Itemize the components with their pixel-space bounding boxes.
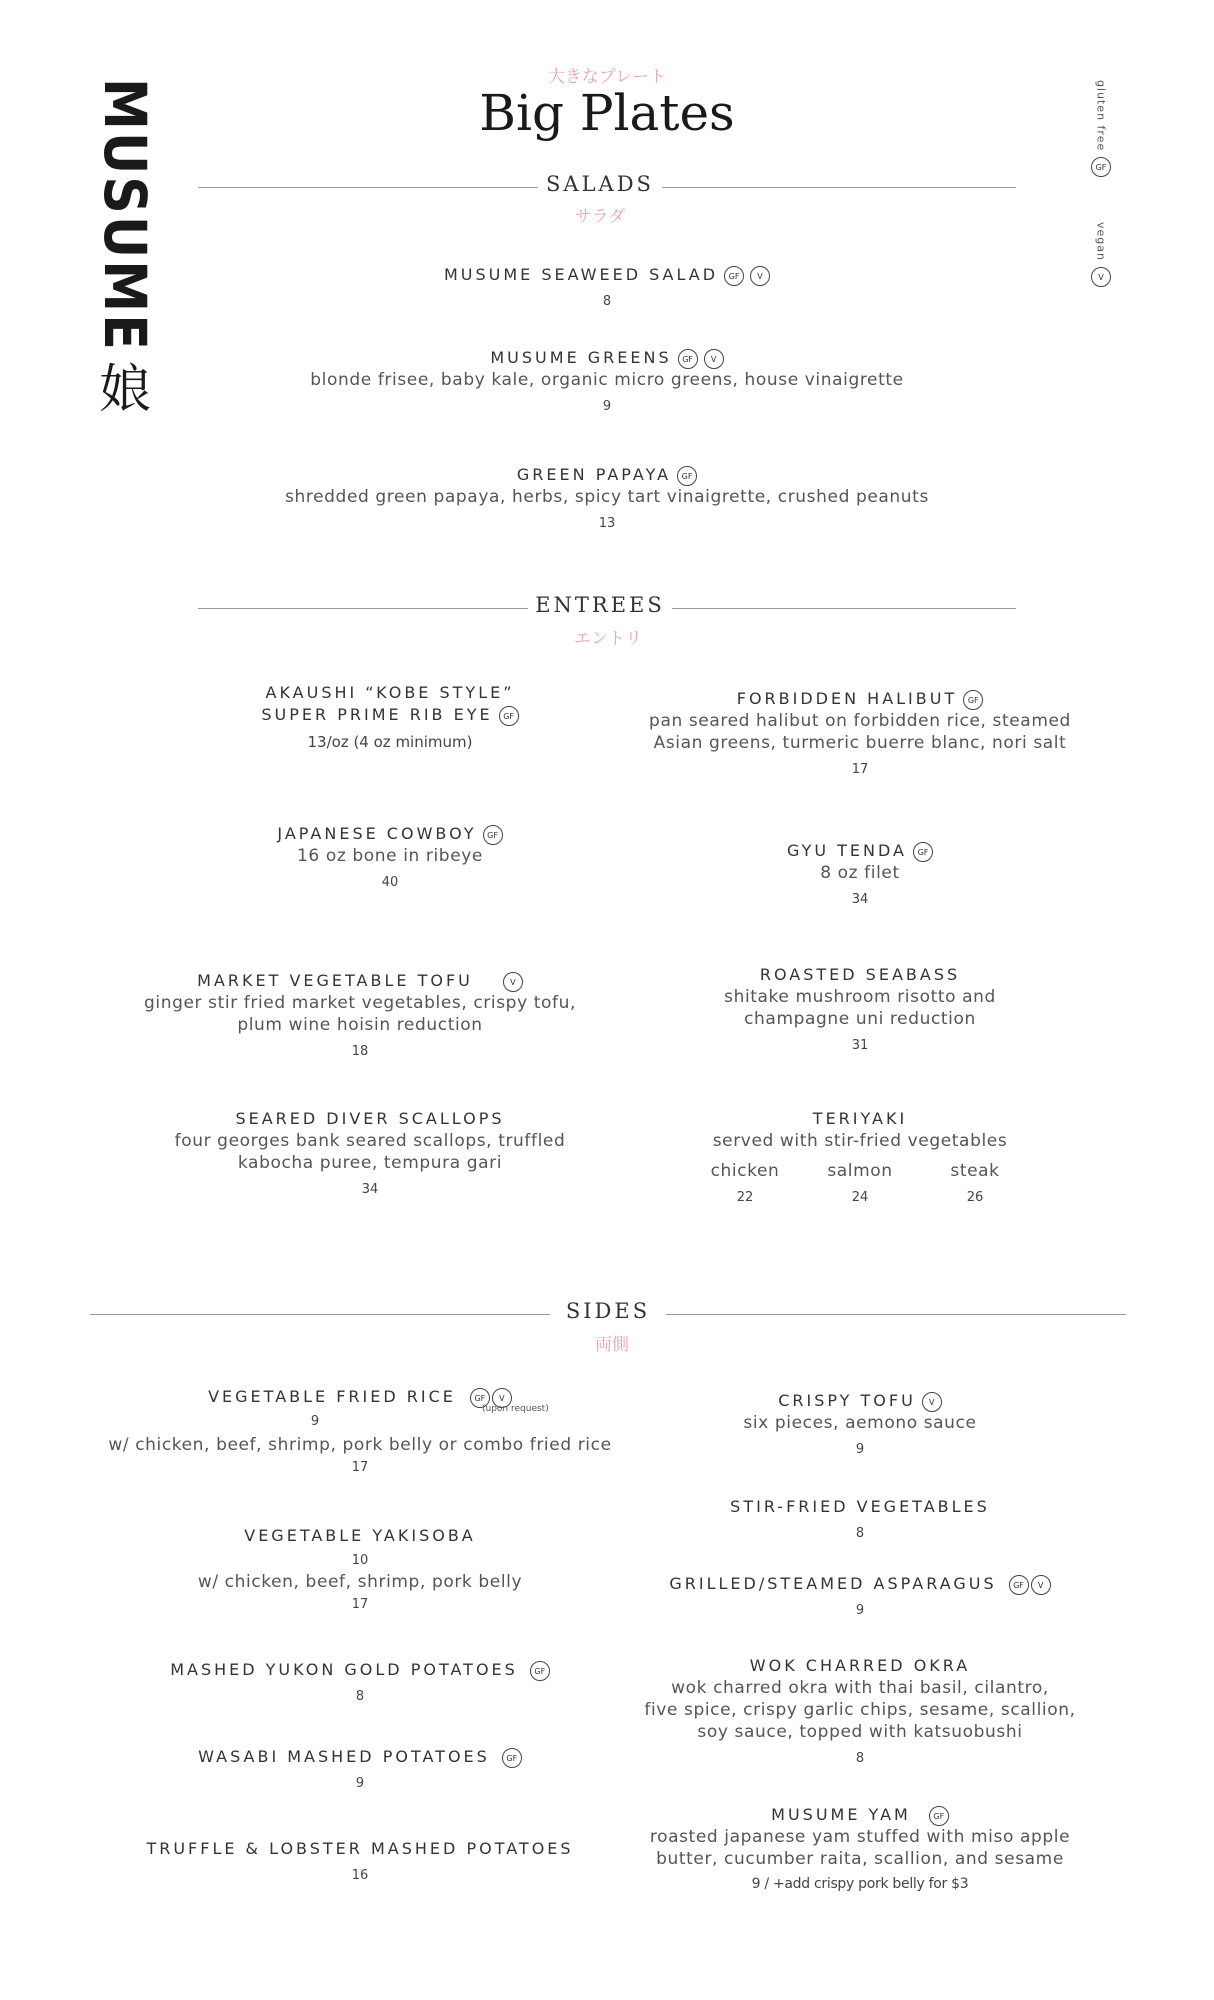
gf-badge-icon: GF [483, 825, 503, 845]
menu-item-scallops [140, 1108, 600, 1198]
item-description: four georges bank seared scallops, truffled [174, 1131, 566, 1151]
item-name: WASABI MASHED POTATOES [198, 1747, 490, 1766]
item-price: 9 [310, 1414, 320, 1429]
legend-label: gluten free [1094, 80, 1108, 152]
gf-badge-icon: GF [677, 466, 697, 486]
menu-item [200, 464, 1014, 532]
item-description: roasted japanese yam stuffed with miso apple [649, 1827, 1071, 1847]
v-badge-icon: V [492, 1388, 512, 1408]
option-price: 24 [851, 1190, 869, 1205]
item-description: ginger stir fried market vegetables, crispy tofu, [144, 993, 576, 1013]
item-description: wok charred okra with thai basil, cilantro, [671, 1678, 1049, 1698]
item-price: 34 [361, 1182, 379, 1197]
menu-item-asparagus [630, 1573, 1090, 1619]
item-description: 16 oz bone in ribeye [297, 846, 483, 866]
item-name: SEARED DIVER SCALLOPS [235, 1109, 505, 1128]
item-price: 8 [355, 1689, 365, 1704]
menu-item-cowboy [170, 823, 610, 891]
item-description: shitake mushroom risotto and [724, 987, 996, 1007]
item-name: TERIYAKI [812, 1109, 908, 1128]
item-price: 8 [855, 1751, 865, 1766]
menu-item [200, 264, 1014, 310]
item-name: MARKET VEGETABLE TOFU [197, 971, 473, 990]
item-name: MASHED YUKON GOLD POTATOES [170, 1660, 518, 1679]
gf-badge-icon: GF [913, 842, 933, 862]
item-name: MUSUME YAM [771, 1805, 911, 1824]
option-label: chicken [710, 1161, 780, 1181]
item-name: ROASTED SEABASS [759, 965, 961, 984]
item-description: pan seared halibut on forbidden rice, steamed [649, 711, 1071, 731]
gf-badge-icon: GF [963, 690, 983, 710]
menu-item-yam [630, 1804, 1090, 1892]
v-badge-icon: V [1031, 1575, 1051, 1595]
teriyaki-options [690, 1160, 1030, 1206]
item-name: MUSUME GREENS [490, 348, 672, 367]
menu-item-teriyaki [630, 1108, 1090, 1206]
item-name: SUPER PRIME RIB EYE [261, 705, 493, 724]
item-name: TRUFFLE & LOBSTER MASHED POTATOES [146, 1839, 574, 1858]
gf-badge-icon: GF [470, 1388, 490, 1408]
v-badge-icon: V [922, 1392, 942, 1412]
item-description: plum wine hoisin reduction [237, 1015, 483, 1035]
item-name: MUSUME SEAWEED SALAD [443, 265, 719, 284]
menu-item-seabass [630, 964, 1090, 1054]
brand-name: MUSUME [91, 78, 159, 352]
item-price: 40 [381, 875, 399, 890]
v-badge-icon: V [704, 349, 724, 369]
v-badge-icon: V [1091, 267, 1111, 287]
section-title-entrees-jp: エントリ [574, 629, 642, 649]
item-price: 10 [351, 1553, 369, 1568]
menu-item-gyu [630, 840, 1090, 908]
item-name: STIR-FRIED VEGETABLES [730, 1497, 990, 1516]
item-price: 9 [355, 1776, 365, 1791]
item-price: 9 [855, 1603, 865, 1618]
item-description: served with stir-fried vegetables [712, 1131, 1008, 1151]
item-name: AKAUSHI “KOBE STYLE” [265, 683, 515, 702]
item-price: 17 [351, 1597, 369, 1612]
page-title: Big Plates [479, 84, 735, 142]
option-label: salmon [827, 1161, 893, 1181]
item-price: 31 [851, 1038, 869, 1053]
item-price: 34 [851, 892, 869, 907]
brand-kanji: 娘 [98, 359, 151, 420]
section-title-entrees: ENTREES [535, 593, 665, 617]
section-title-sides: SIDES [565, 1299, 651, 1323]
item-description: shredded green papaya, herbs, spicy tart vinaigrette, crushed peanuts [285, 487, 929, 507]
item-description: five spice, crispy garlic chips, sesame, scallion, [644, 1700, 1076, 1720]
menu-item-truffle [90, 1838, 630, 1884]
item-name: WOK CHARRED OKRA [749, 1656, 971, 1675]
item-description: w/ chicken, beef, shrimp, pork belly or combo fried rice [108, 1435, 612, 1455]
gf-badge-icon: GF [499, 706, 519, 726]
item-name: CRISPY TOFU [778, 1391, 916, 1410]
item-price: 9 [855, 1442, 865, 1457]
item-price: 16 [351, 1868, 369, 1883]
menu-item-akaushi [170, 682, 610, 750]
item-name: VEGETABLE FRIED RICE [208, 1387, 456, 1406]
item-price: 9 [602, 399, 612, 414]
v-badge-icon: V [750, 266, 770, 286]
gf-badge-icon: GF [530, 1661, 550, 1681]
v-badge-icon: V [503, 972, 523, 992]
teriyaki-option [690, 1160, 800, 1206]
section-title-salads-jp: サラダ [574, 207, 626, 227]
section-title-sides-jp: 両側 [595, 1335, 629, 1355]
item-name: GRILLED/STEAMED ASPARAGUS [669, 1574, 997, 1593]
item-price: 13/oz (4 oz minimum) [307, 733, 473, 751]
option-label: steak [950, 1161, 1000, 1181]
item-name: FORBIDDEN HALIBUT [736, 689, 958, 708]
gf-badge-icon: GF [502, 1748, 522, 1768]
item-description: soy sauce, topped with katsuobushi [697, 1722, 1023, 1742]
menu-item-crispy-tofu [630, 1390, 1090, 1458]
item-note: (upon request) [482, 1404, 549, 1414]
item-price: 17 [851, 762, 869, 777]
gf-badge-icon: GF [929, 1806, 949, 1826]
item-description: Asian greens, turmeric buerre blanc, nori salt [653, 733, 1067, 753]
section-title-salads: SALADS [546, 172, 654, 196]
item-description: 8 oz filet [820, 863, 900, 883]
item-price: 8 [855, 1526, 865, 1541]
menu-item-mashed [90, 1659, 630, 1705]
menu-item-halibut [630, 688, 1090, 778]
item-description: kabocha puree, tempura gari [237, 1153, 503, 1173]
item-name: VEGETABLE YAKISOBA [244, 1526, 476, 1545]
teriyaki-option [805, 1160, 915, 1206]
gf-badge-icon: GF [1091, 157, 1111, 177]
menu-item [200, 347, 1014, 415]
menu-item-yakisoba [90, 1525, 630, 1613]
item-description: champagne uni reduction [744, 1009, 976, 1029]
item-price: 13 [598, 516, 616, 531]
item-description: butter, cucumber raita, scallion, and sesame [656, 1849, 1064, 1869]
item-price: 17 [351, 1460, 369, 1475]
page-title-jp: 大きなプレート [547, 67, 667, 87]
item-name: JAPANESE COWBOY [277, 824, 477, 843]
gf-badge-icon: GF [678, 349, 698, 369]
item-name: GYU TENDA [786, 841, 907, 860]
item-description: six pieces, aemono sauce [743, 1413, 977, 1433]
menu-item-stir-fried [630, 1496, 1090, 1542]
teriyaki-option [920, 1160, 1030, 1206]
gf-badge-icon: GF [1009, 1575, 1029, 1595]
legend-label: vegan [1094, 222, 1108, 261]
item-price: 9 / +add crispy pork belly for $3 [751, 1876, 969, 1892]
gf-badge-icon: GF [724, 266, 744, 286]
menu-item-wasabi [90, 1746, 630, 1792]
item-description: blonde frisee, baby kale, organic micro greens, house vinaigrette [310, 370, 904, 390]
option-price: 22 [736, 1190, 754, 1205]
item-price: 8 [602, 294, 612, 309]
legend-vegan [1084, 222, 1118, 287]
menu-item-tofu [120, 970, 600, 1060]
item-price: 18 [351, 1044, 369, 1059]
menu-item-fried-rice [90, 1386, 630, 1476]
item-description: w/ chicken, beef, shrimp, pork belly [197, 1572, 523, 1592]
item-name: GREEN PAPAYA [516, 465, 672, 484]
menu-item-okra [630, 1655, 1090, 1767]
option-price: 26 [966, 1190, 984, 1205]
